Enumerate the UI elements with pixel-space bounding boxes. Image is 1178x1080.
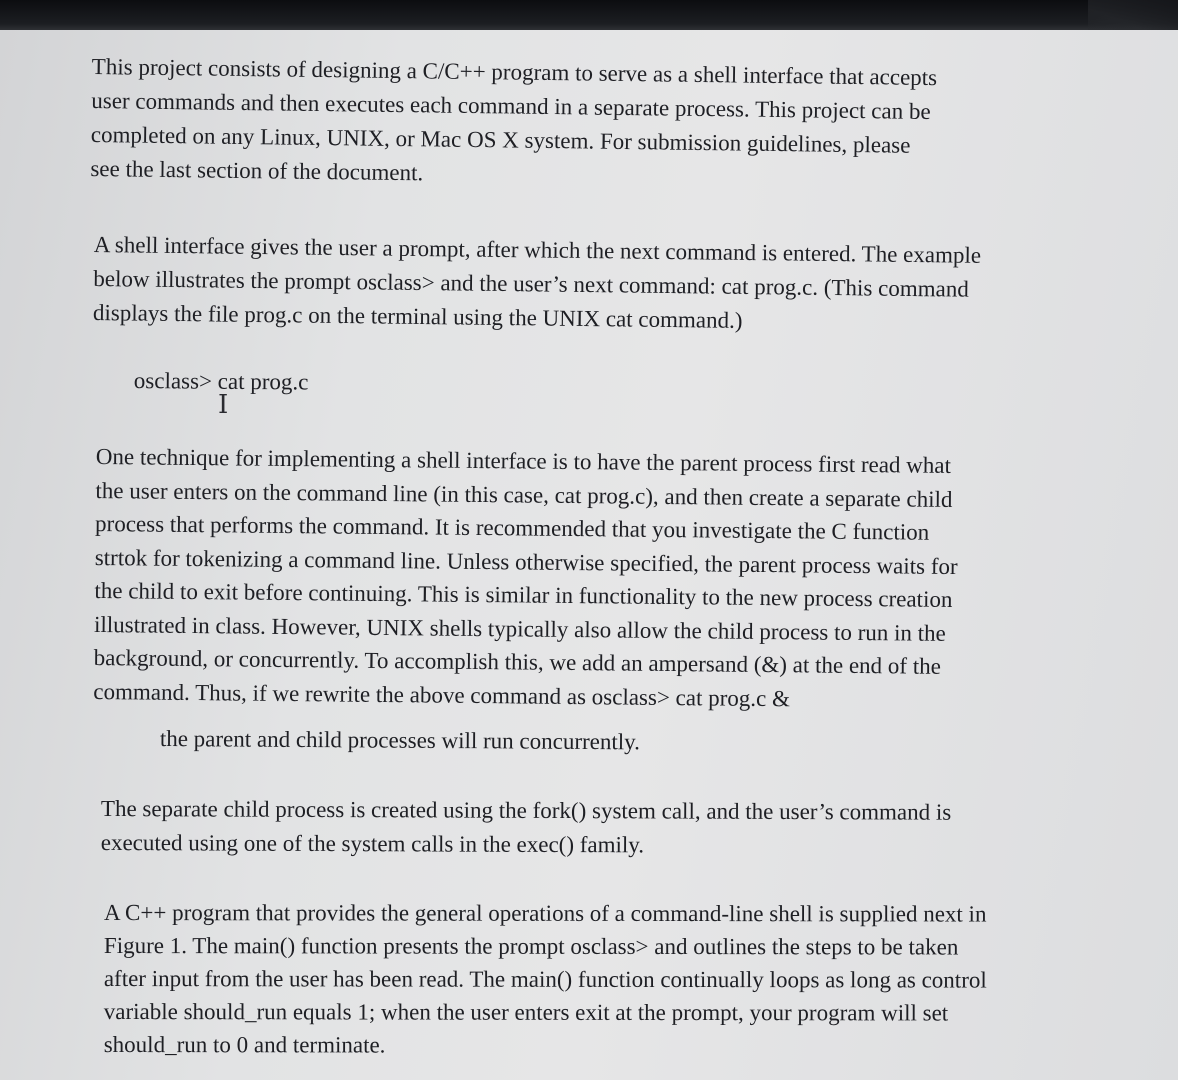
document-page bbox=[0, 30, 1178, 1080]
paragraph-line: displays the file prog.c on the terminal using the UNIX cat command.) bbox=[92, 299, 743, 333]
paragraph-line: command. Thus, if we rewrite the above command as osclass> cat prog.c & bbox=[93, 678, 791, 711]
paragraph-line: completed on any Linux, UNIX, or Mac OS X system. For submission guidelines, please bbox=[90, 121, 911, 158]
paragraph-shell-prompt bbox=[93, 228, 982, 341]
paragraph-line: A C++ program that provides the general operations of a command-line shell is supplied next in bbox=[103, 900, 987, 927]
paragraph-line: background, or concurrently. To accomplish this, we add an ampersand (&) at the end of the bbox=[93, 644, 942, 679]
paragraph-line: One technique for implementing a shell interface is to have the parent process first read what bbox=[95, 443, 952, 478]
paragraph-line: strtok for tokenizing a command line. Unless otherwise specified, the parent process waits for bbox=[94, 544, 958, 579]
paragraph-program-overview bbox=[104, 896, 987, 1063]
paragraph-line: variable should_run equals 1; when the user enters exit at the prompt, your program will set bbox=[103, 998, 949, 1026]
paragraph-line: Figure 1. The main() function presents the prompt osclass> and outlines the steps to be taken bbox=[103, 932, 959, 960]
paragraph-technique bbox=[93, 440, 959, 717]
paragraph-line: This project consists of designing a C/C++ program to serve as a shell interface that accepts bbox=[91, 53, 938, 91]
paragraph-line: process that performs the command. It is recommended that you investigate the C function bbox=[94, 510, 930, 545]
paragraph-line: executed using one of the system calls in the exec() family. bbox=[100, 829, 645, 858]
screen-bezel bbox=[0, 0, 1178, 34]
paragraph-line: the user enters on the command line (in this case, cat prog.c), and then create a separate child bbox=[95, 477, 953, 512]
text-cursor-icon: I bbox=[218, 390, 229, 420]
paragraph-concurrent bbox=[160, 722, 640, 759]
paragraph-line: should_run to 0 and terminate. bbox=[103, 1031, 386, 1058]
paragraph-line: illustrated in class. However, UNIX shells typically also allow the child process to run in the bbox=[93, 611, 946, 646]
paragraph-line: user commands and then executes each command in a separate process. This project can be bbox=[91, 87, 931, 124]
paragraph-line: A shell interface gives the user a prompt, after which the next command is entered. The example bbox=[93, 231, 982, 268]
paragraph-line: after input from the user has been read. The main() function continually loops as long as control bbox=[103, 965, 987, 993]
paragraph-line: the parent and child processes will run concurrently. bbox=[159, 725, 641, 755]
paragraph-line: The separate child process is created using the fork() system call, and the user’s command is bbox=[100, 795, 952, 825]
paragraph-line: see the last section of the document. bbox=[90, 155, 424, 186]
paragraph-line: below illustrates the prompt osclass> and the user’s next command: cat prog.c. (This command bbox=[93, 265, 969, 302]
paragraph-line: the child to exit before continuing. This is similar in functionality to the new process creation bbox=[94, 577, 953, 612]
paragraph-intro bbox=[90, 50, 937, 197]
paragraph-fork-exec bbox=[101, 792, 952, 864]
example-command-text: osclass> cat prog.c bbox=[133, 367, 309, 395]
